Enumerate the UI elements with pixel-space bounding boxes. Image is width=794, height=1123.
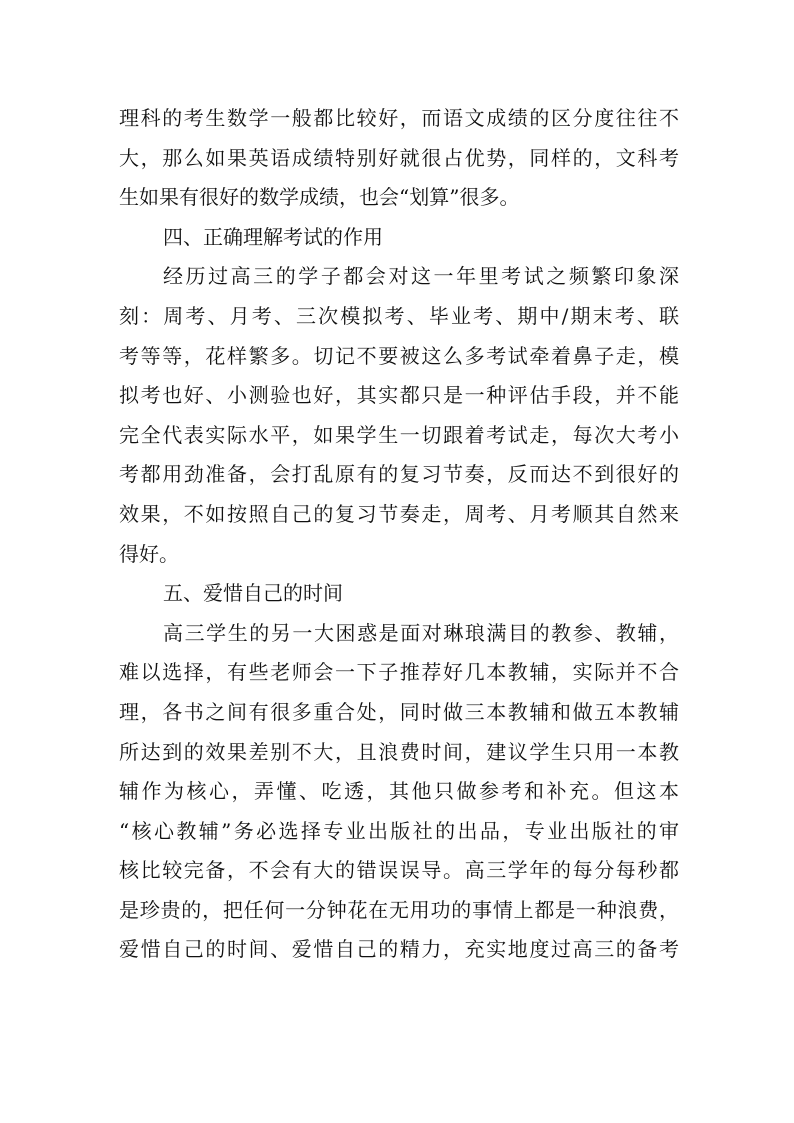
text-line: 刻：周考、月考、三次模拟考、毕业考、期中/期末考、联 [119,303,679,328]
text-line: 经历过高三的学子都会对这一年里考试之频繁印象深 [163,264,679,289]
text-line: 核比较完备，不会有大的错误误导。高三学年的每分每秒都 [119,858,679,883]
text-line: 爱惜自己的时间、爱惜自己的精力，充实地度过高三的备考 [119,937,679,962]
text-line: 生如果有很好的数学成绩，也会“划算”很多。 [119,185,520,210]
text-line: 难以选择，有些老师会一下子推荐好几本教辅，实际并不合 [119,660,679,685]
body-text [119,99,679,970]
text-line: 理，各书之间有很多重合处，同时做三本教辅和做五本教辅 [119,699,679,724]
text-line: 效果，不如按照自己的复习节奏走，周考、月考顺其自然来 [119,501,679,526]
text-line: “核心教辅”务必选择专业出版社的出品，专业出版社的审 [119,818,679,843]
text-line: 得好。 [119,541,179,566]
text-line: 拟考也好、小测验也好，其实都只是一种评估手段，并不能 [119,383,679,408]
text-line: 所达到的效果差别不大，且浪费时间，建议学生只用一本教 [119,739,679,764]
section-heading: 四、正确理解考试的作用 [163,224,383,249]
text-line: 理科的考生数学一般都比较好，而语文成绩的区分度往往不 [119,106,679,130]
text-line: 完全代表实际水平，如果学生一切跟着考试走，每次大考小 [119,422,679,447]
text-line: 考等等，花样繁多。切记不要被这么多考试牵着鼻子走，模 [119,343,679,368]
text-line: 高三学生的另一大困惑是面对琳琅满目的教参、教辅， [163,620,679,645]
section-heading: 五、爱惜自己的时间 [163,581,343,606]
text-line: 考都用劲准备，会打乱原有的复习节奏，反而达不到很好的 [119,462,679,487]
text-line: 是珍贵的，把任何一分钟花在无用功的事情上都是一种浪费， [119,897,679,922]
text-line: 辅作为核心，弄懂、吃透，其他只做参考和补充。但这本 [119,779,679,804]
text-line: 大，那么如果英语成绩特别好就很占优势，同样的，文科考 [119,145,679,170]
